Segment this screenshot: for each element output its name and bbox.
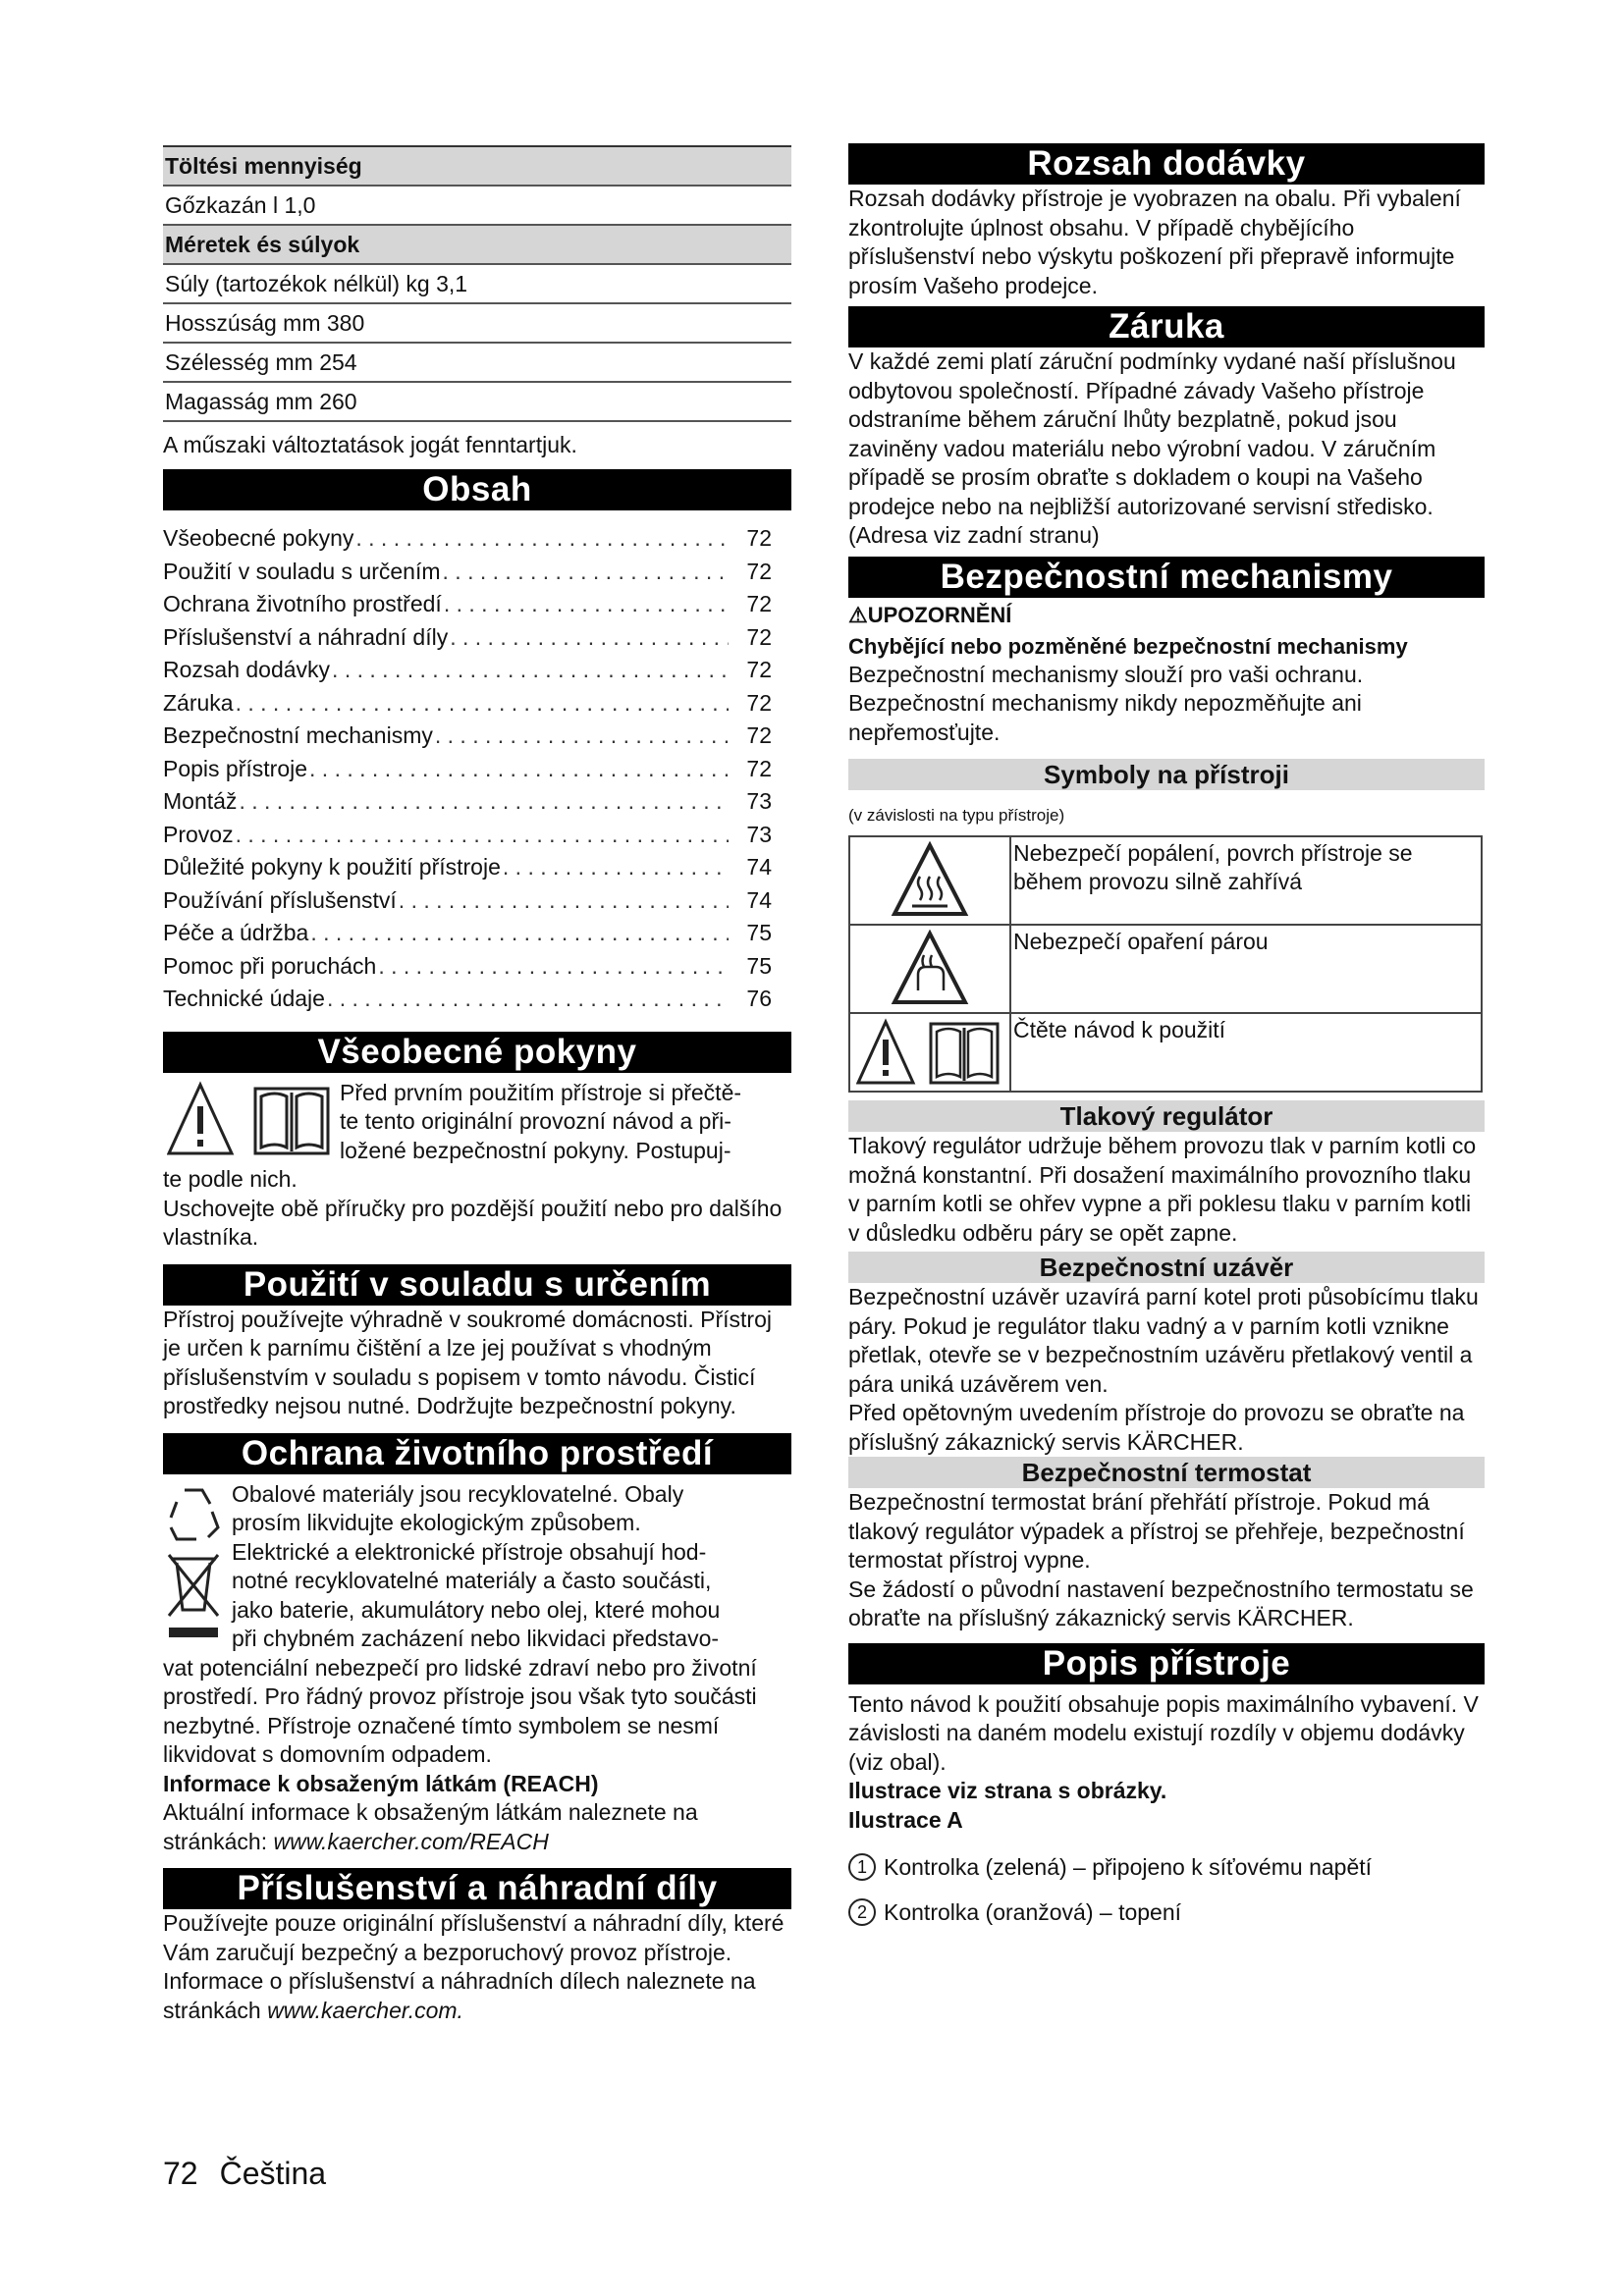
accessories-text-2: [163, 1967, 791, 2025]
accessories-url-link[interactable]: www.kaercher.com.: [267, 1997, 463, 2023]
left-column: [163, 145, 791, 2025]
legend-text: Kontrolka (zelená) – připojeno k síťovému napětí: [884, 1854, 1373, 1880]
toc-leader-dots: [397, 884, 729, 918]
toc-page-number: 72: [746, 657, 772, 682]
reach-text-body: Aktuální informace k obsaženým látkám naleznete na stránkách:: [163, 1799, 698, 1854]
toc-leader-dots: [234, 819, 729, 852]
regulator-heading: Tlakový regulátor: [848, 1100, 1485, 1132]
spec-length: Hosszúság mm 380: [163, 304, 791, 344]
toc-title: Péče a údržba: [163, 920, 309, 945]
toc-page-number: 72: [746, 623, 772, 650]
general-line-1: Před prvním použitím přístroje si přečtě-: [340, 1079, 742, 1105]
toc-leader-dots: [330, 654, 729, 687]
symbol-text: Nebezpečí opaření párou: [1013, 929, 1269, 954]
toc-row[interactable]: [163, 687, 791, 721]
toc-row[interactable]: [163, 819, 791, 852]
reach-url-link[interactable]: www.kaercher.com/REACH: [273, 1828, 549, 1854]
toc-page-number: 72: [746, 755, 772, 781]
safety-text-1: Bezpečnostní mechanismy slouží pro vaši ochranu.: [848, 661, 1364, 687]
toc-row[interactable]: [163, 588, 791, 621]
general-heading: Všeobecné pokyny: [163, 1032, 791, 1073]
warning-and-manual-icon: [167, 1081, 334, 1159]
reach-title: Informace k obsaženým látkám (REACH): [163, 1770, 599, 1796]
delivery-heading: Rozsah dodávky: [848, 143, 1485, 185]
page-footer: [163, 2156, 348, 2192]
hot-surface-icon: [891, 841, 969, 920]
toc-row[interactable]: [163, 884, 791, 918]
toc-leader-dots: [234, 687, 729, 721]
spec-height: Magasság mm 260: [163, 383, 791, 422]
warning-title: Chybějící nebo pozměněné bezpečnostní mechanismy: [848, 633, 1408, 659]
toc-title: Všeobecné pokyny: [163, 525, 354, 551]
symbol-row: [850, 926, 1481, 1014]
intended-use-heading: Použití v souladu s určením: [163, 1264, 791, 1306]
reach-text: [163, 1798, 791, 1856]
lock-text-2: Před opětovným uvedením přístroje do provozu se obraťte na příslušný zákaznický servis KÄRCHER.: [848, 1400, 1465, 1455]
toc-page-number: 74: [746, 886, 772, 913]
toc-row[interactable]: [163, 621, 791, 655]
toc-page-number: 73: [746, 821, 772, 847]
toc-row[interactable]: [163, 720, 791, 753]
safety-heading: Bezpečnostní mechanismy: [848, 557, 1485, 598]
lock-heading: Bezpečnostní uzávěr: [848, 1252, 1485, 1283]
toc-leader-dots: [237, 785, 729, 819]
toc-title: Popis přístroje: [163, 755, 308, 781]
table-of-contents: [163, 522, 791, 1016]
spec-width: Szélesség mm 254: [163, 344, 791, 383]
env-line-5: jako baterie, akumulátory nebo olej, které mohou: [232, 1596, 721, 1623]
toc-title: Provoz: [163, 821, 234, 847]
toc-leader-dots: [433, 720, 729, 753]
symbols-note: (v závislosti na typu přístroje): [848, 806, 1065, 825]
env-line-1: Obalové materiály jsou recyklovatelné. Obaly: [232, 1480, 684, 1507]
env-line-2: prosím likvidujte ekologickým způsobem.: [232, 1510, 641, 1535]
accessories-heading: Příslušenství a náhradní díly: [163, 1868, 791, 1909]
environment-heading: Ochrana životního prostředí: [163, 1433, 791, 1474]
toc-leader-dots: [376, 950, 729, 984]
toc-leader-dots: [501, 851, 729, 884]
toc-row[interactable]: [163, 753, 791, 786]
accessories-text-1: Používejte pouze originální příslušenství a náhradní díly, které Vám zaručují bezpečný a bezporuchový provoz přístroje.: [163, 1910, 785, 1965]
spec-heading-fill: Töltési mennyiség: [163, 147, 791, 187]
delivery-text: Rozsah dodávky přístroje je vyobrazen na obalu. Při vybalení zkontrolujte úplnost obsahu. V případě chybějícího příslušenství nebo výskytu poškození při přepravě informujte prosím Vašeho prodejce.: [848, 186, 1461, 298]
toc-title: Používání příslušenství: [163, 886, 397, 913]
env-line-4: notné recyklovatelné materiály a často součásti,: [232, 1568, 712, 1593]
toc-leader-dots: [441, 556, 729, 589]
env-line-3: Elektrické a elektronické přístroje obsahují hod-: [232, 1538, 707, 1565]
toc-row[interactable]: [163, 556, 791, 589]
toc-leader-dots: [325, 983, 729, 1016]
toc-page-number: 72: [746, 722, 772, 748]
page-number: 72: [163, 2156, 198, 2191]
legend-number: 2: [848, 1898, 876, 1926]
toc-title: Příslušenství a náhradní díly: [163, 623, 449, 650]
symbol-row: [850, 837, 1481, 926]
spec-note: A műszaki változtatások jogát fenntartjuk.: [163, 432, 577, 457]
accessories-text-2-body: Informace o příslušenství a náhradních dílech naleznete na stránkách: [163, 1968, 756, 2023]
warning-label: ⚠UPOZORNĚNÍ: [848, 602, 1012, 627]
general-line-2: te tento originální provozní návod a při-: [340, 1108, 731, 1134]
thermostat-text-1: Bezpečnostní termostat brání přehřátí přístroje. Pokud má tlakový regulátor výpadek a přístroj se přehřeje, bezpečnostní termostat přístroj vypne.: [848, 1489, 1465, 1573]
warranty-heading: Záruka: [848, 306, 1485, 347]
safety-text-2: Bezpečnostní mechanismy nikdy nepozměňujte ani nepřemosťujte.: [848, 690, 1362, 745]
toc-page-number: 72: [746, 525, 772, 551]
legend-text: Kontrolka (oranžová) – topení: [884, 1899, 1182, 1925]
general-line-3: ložené bezpečnostní pokyny. Postupuj-: [340, 1137, 731, 1163]
toc-page-number: 73: [746, 788, 772, 814]
toc-leader-dots: [353, 522, 729, 556]
legend-list: [848, 1844, 1485, 1935]
toc-leader-dots: [442, 588, 729, 621]
toc-page-number: 72: [746, 591, 772, 616]
toc-row[interactable]: [163, 522, 791, 556]
environment-section: [163, 1480, 791, 1857]
toc-title: Bezpečnostní mechanismy: [163, 722, 433, 748]
symbols-table: [848, 835, 1483, 1093]
warranty-address: (Adresa viz zadní stranu): [848, 522, 1100, 548]
general-line-4: te podle nich.: [163, 1166, 298, 1192]
toc-title: Technické údaje: [163, 986, 325, 1011]
env-line-6: při chybném zacházení nebo likvidaci představo-: [232, 1626, 720, 1651]
toc-page-number: 76: [746, 986, 772, 1011]
right-column: [848, 143, 1485, 1935]
toc-leader-dots: [308, 917, 729, 950]
general-section: [163, 1079, 791, 1253]
toc-title: Použití v souladu s určením: [163, 558, 441, 584]
toc-row[interactable]: [163, 785, 791, 819]
regulator-text: Tlakový regulátor udržuje během provozu tlak v parním kotli co možná konstantní. Při dosažení maximálního provozního tlaku v parním kotli se ohřev vypne a při poklesu tlaku v parním kotli v důsledku odběru páry se opět zapne.: [848, 1133, 1477, 1246]
legend-number: 1: [848, 1853, 876, 1881]
toc-row[interactable]: [163, 654, 791, 687]
toc-page-number: 75: [746, 920, 772, 945]
read-manual-icon: [856, 1018, 1003, 1087]
legend-item: [848, 1844, 1485, 1890]
description-text: Tento návod k použití obsahuje popis maximálního vybavení. V závislosti na daném modelu existují rozdíly v objemu dodávky (viz obal).: [848, 1690, 1479, 1775]
symbol-text: Čtěte návod k použití: [1013, 1017, 1226, 1042]
symbol-text: Nebezpečí popálení, povrch přístroje se během provozu silně zahřívá: [1013, 840, 1413, 894]
description-heading: Popis přístroje: [848, 1643, 1485, 1684]
spec-table: [163, 145, 791, 422]
toc-title: Montáž: [163, 788, 238, 814]
illustration-a: Ilustrace A: [848, 1806, 963, 1833]
toc-title: Pomoc při poruchách: [163, 952, 377, 979]
warranty-text: V každé zemi platí záruční podmínky vydané naší příslušnou odbytovou společností. Případné závady Vašeho přístroje odstraníme během záruční lhůty bezplatně, pokud jsou zaviněny vadou materiálu nebo výrobní vadou. V záručním případě se prosím obraťte s dokladem o koupi na Vašeho prodejce nebo na nejbližší autorizované servisní středisko.: [848, 348, 1456, 519]
toc-title: Ochrana životního prostředí: [163, 591, 442, 616]
toc-page-number: 75: [746, 952, 772, 979]
toc-title: Důležité pokyny k použití přístroje: [163, 854, 501, 880]
spec-weight: Súly (tartozékok nélkül) kg 3,1: [163, 265, 791, 304]
symbol-row: [850, 1014, 1481, 1091]
toc-leader-dots: [448, 621, 729, 655]
toc-row[interactable]: [163, 851, 791, 884]
recycling-and-weee-icon: [163, 1482, 224, 1649]
thermostat-text-2: Se žádostí o původní nastavení bezpečnostního termostatu se obraťte na příslušný zákaznický servis KÄRCHER.: [848, 1575, 1474, 1630]
intended-use-text: Přístroj používejte výhradně v soukromé domácnosti. Přístroj je určen k parnímu čištění a lze jej používat s vhodným příslušenstvím v souladu s popisem v tomto návodu. Čisticí prostředky nejsou nutné. Dodržujte bezpečnostní pokyny.: [163, 1306, 772, 1418]
env-rest: vat potenciální nebezpečí pro lidské zdraví nebo pro životní prostředí. Pro řádný provoz přístroje jsou však tyto součásti nezbytné. Přístroje označené tímto symbolem se nesmí likvidovat s domovním odpadem.: [163, 1654, 757, 1767]
footer-language: Čeština: [219, 2156, 327, 2191]
toc-row[interactable]: [163, 950, 791, 984]
symbols-heading: Symboly na přístroji: [848, 759, 1485, 790]
toc-title: Rozsah dodávky: [163, 657, 331, 682]
steam-scald-icon: [891, 930, 969, 1008]
spec-boiler: Gőzkazán l 1,0: [163, 187, 791, 226]
general-paragraph-2: Uschovejte obě příručky pro pozdější použití nebo pro dalšího vlastníka.: [163, 1195, 783, 1250]
toc-page-number: 72: [746, 689, 772, 716]
toc-row[interactable]: [163, 917, 791, 950]
legend-item: [848, 1890, 1485, 1935]
lock-text-1: Bezpečnostní uzávěr uzavírá parní kotel proti působícímu tlaku páry. Pokud je regulátor tlaku vadný a v parním kotli vznikne přetlak, otevře se v bezpečnostním uzávěru přetlakový ventil a pára uniká uzávěrem ven.: [848, 1284, 1479, 1397]
spec-heading-dims: Méretek és súlyok: [163, 226, 791, 265]
toc-title: Záruka: [163, 689, 234, 716]
toc-leader-dots: [307, 753, 729, 786]
thermostat-heading: Bezpečnostní termostat: [848, 1457, 1485, 1488]
toc-page-number: 72: [746, 558, 772, 584]
toc-heading: Obsah: [163, 469, 791, 510]
toc-row[interactable]: [163, 983, 791, 1016]
illustration-reference: Ilustrace viz strana s obrázky.: [848, 1778, 1167, 1803]
toc-page-number: 74: [746, 854, 772, 880]
